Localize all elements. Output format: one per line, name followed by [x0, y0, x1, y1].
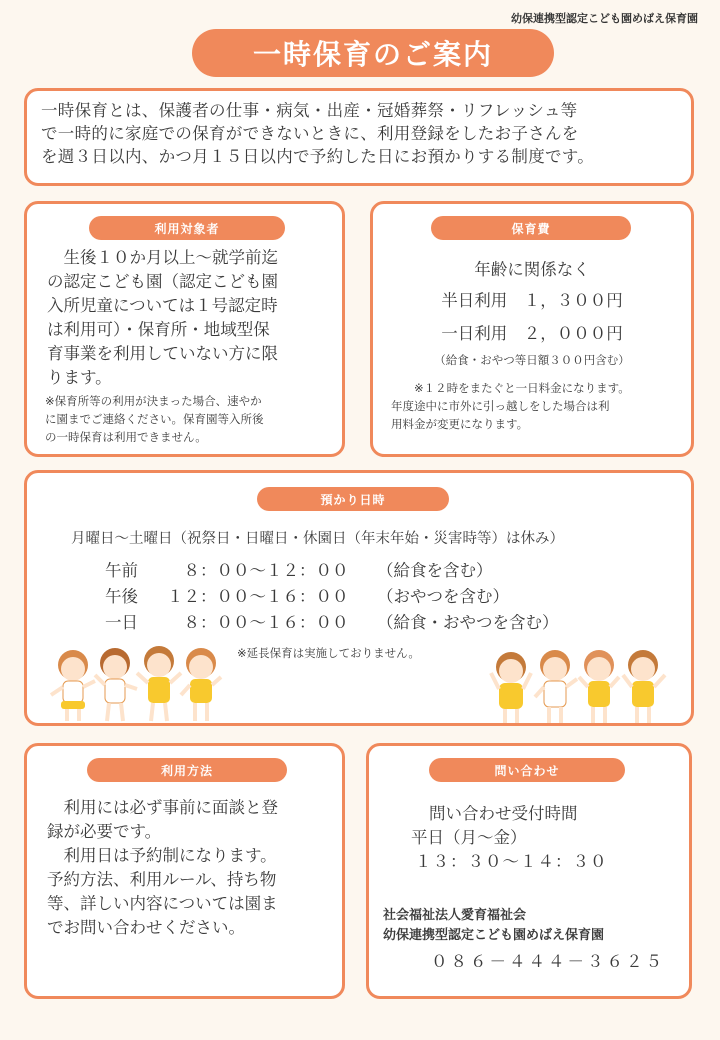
hours-days: 月曜日～土曜日（祝祭日・日曜日・休園日（年末年始・災害時等）は休み） — [71, 531, 564, 547]
hours-row-note: （給食・おやつを含む） — [377, 613, 559, 632]
fee-box — [370, 201, 694, 457]
children-illustration-left — [49, 645, 225, 723]
contact-box — [366, 743, 692, 999]
child-icon — [491, 652, 531, 723]
usage-method-line: 録が必要です。 — [47, 822, 162, 841]
hours-label: 預かり日時 — [257, 487, 449, 511]
fee-note-line: 用料金が変更になります。 — [391, 417, 529, 431]
eligibility-note-line: に園までご連絡ください。保育園等入所後 — [45, 412, 264, 426]
eligibility-note — [45, 392, 332, 446]
contact-organization: 幼保連携型認定こども園めばえ保育園 — [383, 928, 605, 943]
hours-row-label: 午後 — [105, 587, 138, 606]
children-illustration-right — [489, 649, 669, 725]
eligibility-note-line: の一時保育は利用できません。 — [45, 430, 207, 444]
intro-line: で一時的に家庭での保育ができないときに、利用登録をしたお子さんを — [41, 124, 579, 143]
fee-half-day: 半日利用 １，３００円 — [441, 291, 623, 310]
fee-full-day: 一日利用 ２，０００円 — [441, 324, 623, 343]
hours-row-note: （給食を含む） — [377, 561, 493, 580]
hours-row-time: ８：００～１２：００ — [167, 561, 349, 580]
eligibility-line: 育事業を利用していない方に限 — [47, 344, 278, 363]
contact-weekday: 平日（月～金） — [411, 828, 527, 847]
usage-method-label: 利用方法 — [87, 758, 287, 782]
org-name-top: 幼保連携型認定こども園めばえ保育園 — [511, 12, 698, 25]
hours-row-label: 一日 — [105, 613, 138, 632]
contact-corporation: 社会福祉法人愛育福祉会 — [383, 908, 527, 923]
contact-label: 問い合わせ — [429, 758, 625, 782]
eligibility-line: 生後１０か月以上～就学前迄 — [47, 248, 278, 267]
child-icon — [137, 646, 181, 721]
child-icon — [535, 650, 577, 723]
intro-line: 一時保育とは、保護者の仕事・病気・出産・冠婚葬祭・リフレッシュ等 — [41, 101, 578, 120]
hours-row-time: ８：００～１６：００ — [167, 613, 349, 632]
usage-method-line: でお問い合わせください。 — [47, 918, 245, 937]
usage-method-text — [47, 796, 330, 940]
hours-row-time: １２：００～１６：００ — [167, 587, 349, 606]
fee-label: 保育費 — [431, 216, 631, 240]
fee-heading: 年齢に関係なく — [474, 260, 590, 279]
eligibility-label: 利用対象者 — [89, 216, 285, 240]
eligibility-line: は利用可）・保育所・地域型保 — [47, 320, 270, 339]
page-title: 一時保育のご案内 — [192, 29, 554, 77]
hours-box — [24, 470, 694, 726]
hours-row-morning — [105, 557, 493, 581]
child-icon — [51, 650, 95, 721]
extension-note: ※延長保育は実施しておりません。 — [237, 646, 420, 660]
fee-meal-note: （給食・おやつ等日額３００円含む） — [434, 353, 630, 367]
eligibility-note-line: ※保育所等の利用が決まった場合、速やか — [45, 394, 262, 408]
usage-method-line: 等、詳しい内容については園ま — [47, 894, 278, 913]
hours-row-label: 午前 — [105, 561, 138, 580]
fee-note-line: 年度途中に市外に引っ越しをした場合は利 — [391, 399, 610, 413]
eligibility-line: 入所児童については１号認定時 — [47, 296, 278, 315]
child-icon — [623, 650, 665, 723]
eligibility-line: の認定こども園（認定こども園 — [47, 272, 278, 291]
fee-note-line: ※１２時をまたぐと一日料金になります。 — [391, 381, 630, 395]
eligibility-box — [24, 201, 345, 457]
child-icon — [181, 648, 221, 721]
usage-method-line: 予約方法、利用ルール、持ち物 — [47, 870, 277, 889]
eligibility-text — [47, 246, 330, 390]
usage-method-line: 利用には必ず事前に面談と登 — [47, 798, 278, 817]
contact-phone[interactable]: ０８６－４４４－３６２５ — [431, 952, 665, 971]
hours-row-note: （おやつを含む） — [377, 587, 509, 606]
intro-line: を週３日以内、かつ月１５日以内で予約した日にお預かりする制度です。 — [41, 147, 595, 166]
hours-row-full-day — [105, 609, 559, 633]
intro-box — [24, 88, 694, 186]
hours-row-afternoon — [105, 583, 509, 607]
eligibility-line: ります。 — [47, 368, 112, 387]
usage-method-line: 利用日は予約制になります。 — [47, 846, 277, 865]
contact-time: １３：３０～１４：３０ — [415, 852, 608, 871]
child-icon — [579, 650, 619, 723]
fee-note — [391, 379, 683, 433]
usage-method-box — [24, 743, 345, 999]
child-icon — [95, 648, 137, 721]
contact-reception-title: 問い合わせ受付時間 — [429, 804, 578, 823]
